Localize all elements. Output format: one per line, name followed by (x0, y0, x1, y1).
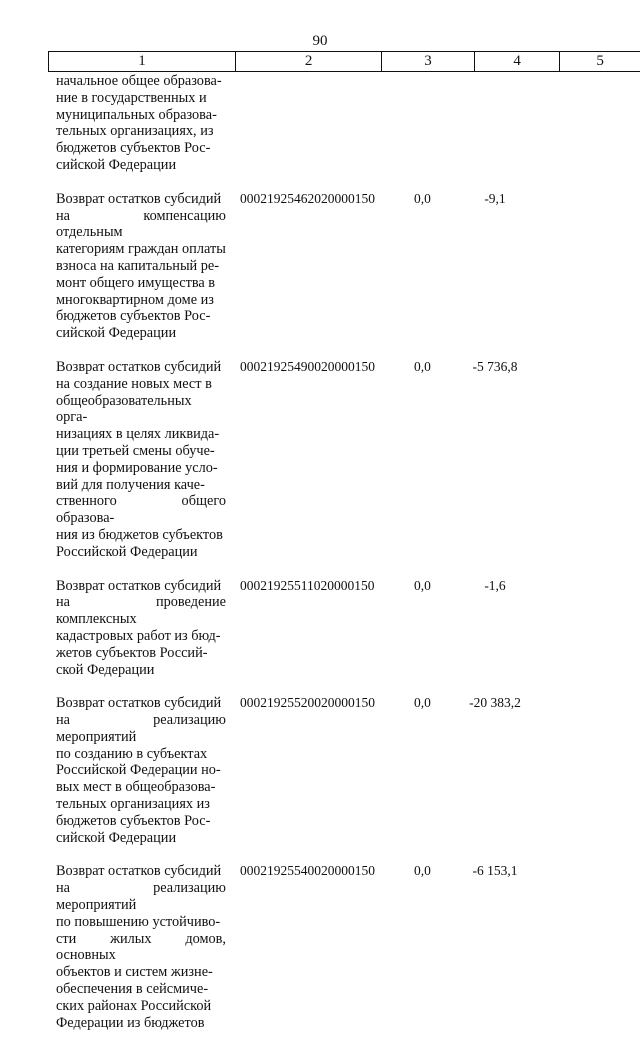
table-row (56, 191, 616, 342)
row-name: Возврат остатков субсидий на компенсацию отдельным категориям граждан оплаты взноса на капитальный ре- монт общего имущества в многоквартирном доме из бюджетов субъектов Рос- сийской Федерации (56, 191, 226, 342)
row-col3-value: 0,0 (414, 578, 431, 595)
table-row (56, 863, 616, 1031)
row-col3-value: 0,0 (414, 863, 431, 880)
table-row (56, 359, 616, 561)
row-name: Возврат остатков субсидий на реализацию мероприятий по созданию в субъектах Российской Федерации но- вых мест в общеобразова- тельных организациях из бюджетов субъектов Рос- сийской Федерации (56, 695, 226, 846)
column-header-5: 5 (560, 52, 640, 72)
row-col3-value: 0,0 (414, 359, 431, 376)
row-code: 00021925462020000150 (240, 191, 375, 208)
row-col4-value: -5 736,8 (450, 359, 540, 376)
row-code: 00021925511020000150 (240, 578, 375, 595)
table-row (56, 695, 616, 846)
row-col4-value: -1,6 (450, 578, 540, 595)
continuation-row (56, 73, 616, 174)
row-name: Возврат остатков субсидий на создание новых мест в общеобразовательных орга- низациях в целях ликвида- ции третьей смены обуче- ния и формирование усло- вий для получения каче- ственного общего образова- ния из бюджетов субъектов Российской Федерации (56, 359, 226, 561)
table-row (56, 578, 616, 679)
row-code: 00021925540020000150 (240, 863, 375, 880)
row-code: 00021925520020000150 (240, 695, 375, 712)
row-col3-value: 0,0 (414, 191, 431, 208)
row-col4-value: -20 383,2 (450, 695, 540, 712)
column-header-table (48, 51, 640, 72)
row-col3-value: 0,0 (414, 695, 431, 712)
column-header-4: 4 (474, 52, 560, 72)
row-code: 00021925490020000150 (240, 359, 375, 376)
column-header-3: 3 (382, 52, 475, 72)
column-header-1: 1 (49, 52, 236, 72)
continuation-text: начальное общее образова- ние в государственных и муниципальных образова- тельных организациях, из бюджетов субъектов Рос- сийской Федерации (56, 73, 226, 174)
row-col4-value: -6 153,1 (450, 863, 540, 880)
page-number: 90 (0, 33, 640, 50)
row-name: Возврат остатков субсидий на реализацию мероприятий по повышению устойчиво- сти жилых домов, основных объектов и систем жизне- обеспечения в сейсмиче- ских районах Российской Федерации из бюджетов (56, 863, 226, 1031)
column-header-2: 2 (236, 52, 382, 72)
table-body (56, 73, 616, 1048)
row-name: Возврат остатков субсидий на проведение комплексных кадастровых работ из бюд- жетов субъектов Россий- ской Федерации (56, 578, 226, 679)
column-header-row (49, 52, 640, 72)
row-col4-value: -9,1 (450, 191, 540, 208)
